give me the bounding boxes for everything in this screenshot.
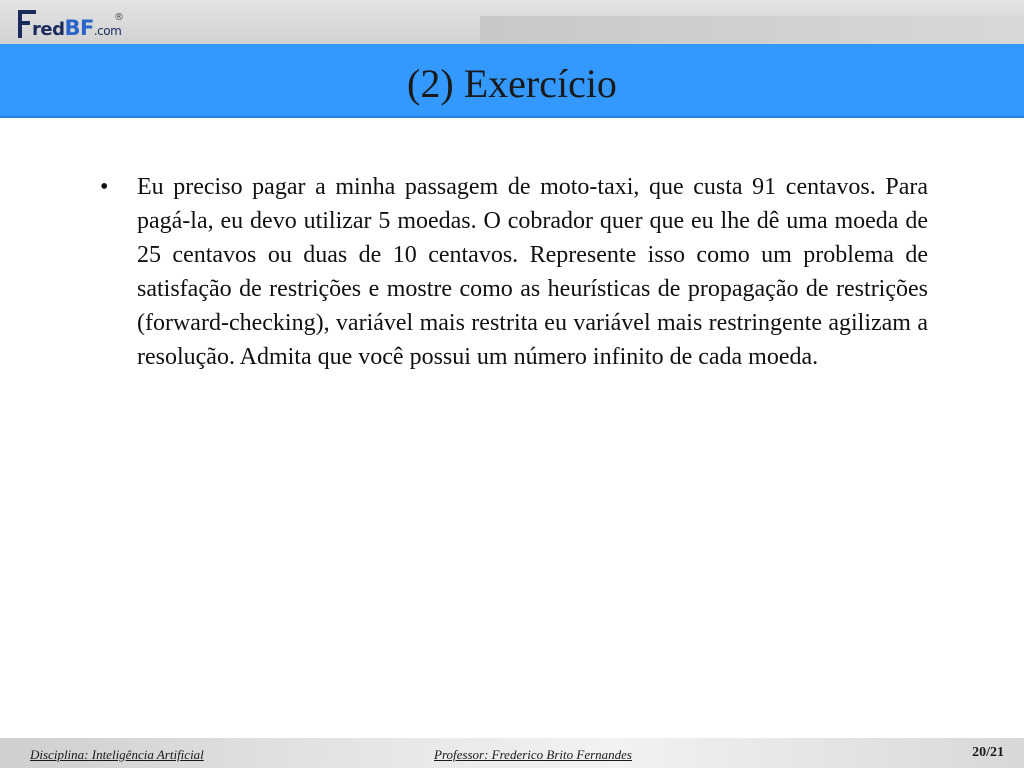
- logo-f-mark-icon: [18, 10, 28, 38]
- registered-mark: ®: [114, 12, 124, 23]
- footer-professor: Professor: Frederico Brito Fernandes: [434, 747, 632, 762]
- title-band: [0, 44, 1024, 116]
- logo-f-top-bar: [18, 10, 36, 14]
- logo-text-red: red: [32, 19, 65, 40]
- slide-title: (2) Exercício: [407, 61, 617, 106]
- slide-footer: [0, 738, 1024, 768]
- bullet-icon: •: [100, 174, 109, 200]
- logo-f-mid-bar: [18, 21, 30, 25]
- bullet-item: [100, 170, 928, 374]
- slide-content: [100, 170, 928, 374]
- top-header-accent: [480, 16, 1024, 44]
- title-divider: [0, 116, 1024, 118]
- footer-course: Disciplina: Inteligência Artificial: [30, 747, 204, 762]
- page-number: 20/21: [972, 745, 1004, 760]
- logo-wordmark: [32, 16, 121, 40]
- fredbf-logo: [14, 4, 134, 42]
- logo-text-bf: BF: [64, 16, 94, 40]
- logo-text-com: .com: [93, 24, 122, 38]
- bullet-text: Eu preciso pagar a minha passagem de moto-taxi, que custa 91 centavos. Para pagá-la, eu devo utilizar 5 moedas. O cobrador quer que eu lhe dê uma moeda de 25 centavos ou duas de 10 centavos. Represente isso como um problema de satisfação de restrições e mostre como as heurísticas de propagação de restrições (forward-checking), variável mais restrita eu variável mais restringente agilizam a resolução. Admita que você possui um número infinito de cada moeda.: [137, 174, 928, 370]
